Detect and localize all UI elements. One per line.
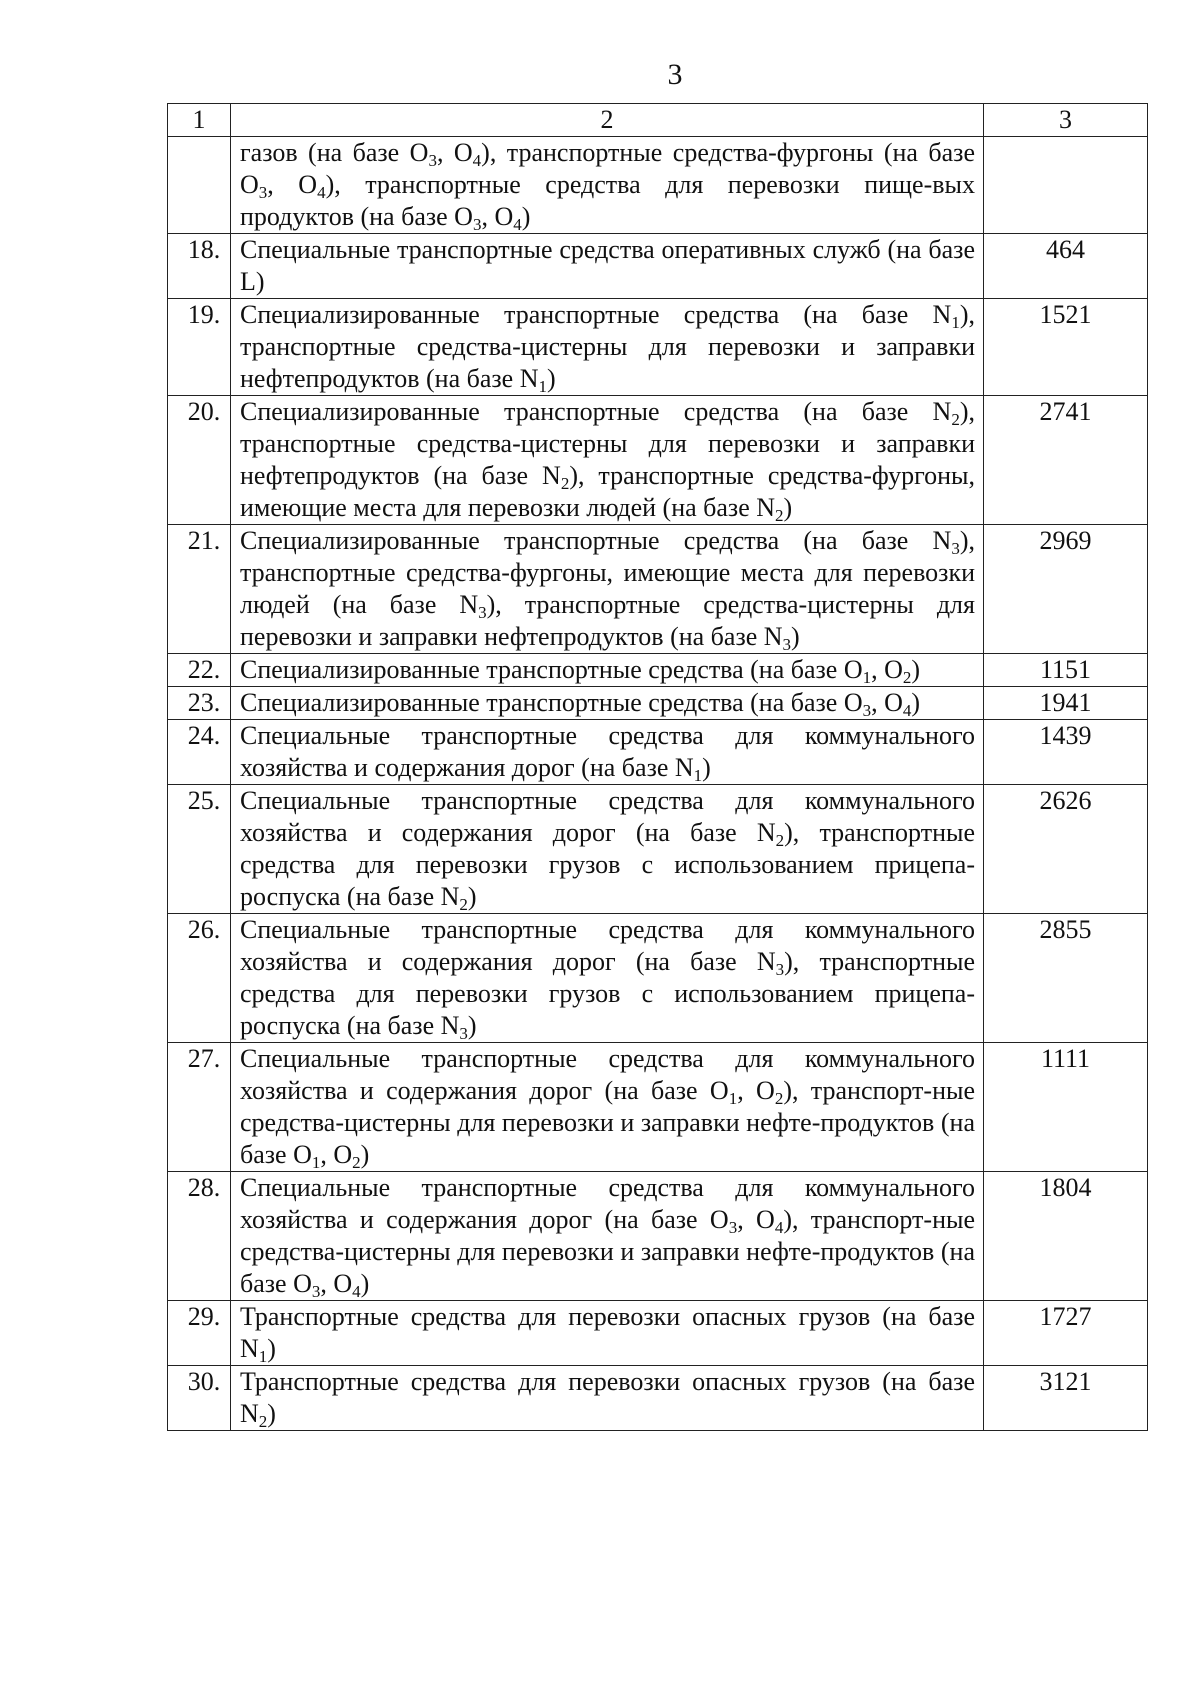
subscript: 3 (428, 151, 437, 170)
row-description (231, 525, 984, 654)
table-body (168, 137, 1148, 1431)
row-description (231, 654, 984, 687)
row-number: 30. (168, 1366, 231, 1431)
row-value: 1439 (984, 720, 1148, 785)
row-value: 1521 (984, 299, 1148, 396)
description-text: , O (320, 1140, 353, 1169)
row-value: 2855 (984, 914, 1148, 1043)
table-row (168, 396, 1148, 525)
description-text: Специализированные транспортные средства (на базе O (240, 655, 863, 684)
description-text: , O (871, 688, 903, 717)
description-text: ), транспортные средства-цистерны для перевозки и заправки нефтепродуктов (на базе N (240, 300, 975, 393)
table-row (168, 1366, 1148, 1431)
table-row (168, 1043, 1148, 1172)
row-number (168, 137, 231, 234)
table-row (168, 1172, 1148, 1301)
description-text: Специальные транспортные средства для коммунального хозяйства и содержания дорог (на базе N (240, 915, 975, 976)
description-text: ) (467, 882, 477, 911)
description-text: Специальные транспортные средства оперативных служб (на базе L) (240, 235, 975, 296)
subscript: 4 (317, 183, 326, 202)
description-text: Специальные транспортные средства для коммунального хозяйства и содержания дорог (на базе O (240, 1173, 975, 1234)
table-header-row (168, 104, 1148, 137)
description-text: , O (871, 655, 903, 684)
subscript: 1 (538, 377, 547, 396)
description-text: газов (на базе O (240, 138, 429, 167)
subscript: 3 (311, 1282, 321, 1301)
row-number: 28. (168, 1172, 231, 1301)
subscript: 3 (862, 701, 872, 720)
description-text: ) (783, 493, 793, 522)
description-text: Специализированные транспортные средства (на базе N (240, 300, 952, 329)
row-description (231, 137, 984, 234)
subscript: 1 (728, 1089, 738, 1108)
subscript: 4 (472, 151, 482, 170)
row-value: 1941 (984, 687, 1148, 720)
table-row (168, 914, 1148, 1043)
description-text: Транспортные средства для перевозки опасных грузов (на базе N (240, 1302, 975, 1363)
description-text: ), транспорт-ные средства-цистерны для перевозки и заправки нефте-продуктов (на базе O (240, 1076, 975, 1169)
row-number: 19. (168, 299, 231, 396)
subscript: 4 (513, 215, 522, 234)
description-text: ) (267, 1399, 276, 1428)
description-text: ) (911, 655, 921, 684)
subscript: 3 (951, 539, 960, 558)
description-text: ) (360, 1140, 370, 1169)
subscript: 3 (728, 1218, 738, 1237)
row-description (231, 396, 984, 525)
subscript: 3 (782, 635, 792, 654)
table-row (168, 1301, 1148, 1366)
subscript: 2 (352, 1153, 361, 1172)
row-description (231, 914, 984, 1043)
row-value: 2741 (984, 396, 1148, 525)
subscript: 1 (693, 766, 703, 785)
description-text: , O (436, 138, 473, 167)
subscript: 2 (902, 668, 912, 687)
table-row (168, 299, 1148, 396)
description-text: Специальные транспортные средства для коммунального хозяйства и содержания дорог (на базе N (240, 721, 975, 782)
subscript: 2 (951, 410, 960, 429)
description-text: , O (267, 170, 318, 199)
row-description (231, 1301, 984, 1366)
table-row (168, 234, 1148, 299)
row-value (984, 137, 1148, 234)
row-description (231, 785, 984, 914)
row-description (231, 1366, 984, 1431)
subscript: 2 (459, 895, 468, 914)
description-text: ) (911, 688, 921, 717)
description-text: Специализированные транспортные средства (на базе O (240, 688, 863, 717)
row-number: 20. (168, 396, 231, 525)
description-text: ) (791, 622, 800, 651)
subscript: 3 (478, 603, 487, 622)
page-number: 3 (667, 58, 683, 91)
description-text: , O (481, 202, 514, 231)
description-text: Специализированные транспортные средства (на базе N (240, 397, 952, 426)
description-text: ) (702, 753, 711, 782)
table-row (168, 654, 1148, 687)
description-text: ), транспортные средства-цистерны для перевозки и заправки нефтепродуктов (на базе N (240, 590, 975, 651)
description-text: , O (737, 1076, 775, 1105)
subscript: 2 (774, 1089, 784, 1108)
row-number: 27. (168, 1043, 231, 1172)
row-value: 464 (984, 234, 1148, 299)
subscript: 2 (775, 506, 784, 525)
row-description (231, 234, 984, 299)
row-number: 22. (168, 654, 231, 687)
subscript: 2 (560, 474, 570, 493)
row-description (231, 1043, 984, 1172)
row-value: 1111 (984, 1043, 1148, 1172)
description-text: ) (521, 202, 531, 231)
row-number: 23. (168, 687, 231, 720)
table-row (168, 525, 1148, 654)
subscript: 2 (775, 831, 785, 850)
header-col-1: 1 (168, 104, 231, 137)
table-row (168, 720, 1148, 785)
table-row (168, 687, 1148, 720)
subscript: 4 (352, 1282, 361, 1301)
description-text: , O (320, 1269, 353, 1298)
row-number: 25. (168, 785, 231, 914)
subscript: 3 (472, 215, 482, 234)
description-text: ), транспортные средства для перевозки грузов с использованием прицепа-роспуска (на базе N (240, 818, 975, 911)
description-text: ) (546, 364, 556, 393)
description-text: ) (467, 1011, 477, 1040)
row-value: 2626 (984, 785, 1148, 914)
subscript: 1 (862, 668, 872, 687)
description-text: Специальные транспортные средства для коммунального хозяйства и содержания дорог (на базе O (240, 1044, 975, 1105)
row-number: 21. (168, 525, 231, 654)
row-description (231, 687, 984, 720)
description-text: Специализированные транспортные средства (на базе N (240, 526, 952, 555)
vehicle-category-table (167, 103, 1148, 1431)
row-value: 2969 (984, 525, 1148, 654)
row-number: 29. (168, 1301, 231, 1366)
subscript: 3 (258, 183, 268, 202)
description-text: ), транспортные средства-фургоны, имеющие места для перевозки людей (на базе N (240, 461, 975, 522)
description-text: ) (360, 1269, 370, 1298)
subscript: 4 (774, 1218, 784, 1237)
row-number: 18. (168, 234, 231, 299)
subscript: 3 (775, 960, 785, 979)
table-row (168, 785, 1148, 914)
description-text: ), транспортные средства-фургоны (на базе O (240, 138, 975, 199)
subscript: 1 (258, 1347, 268, 1366)
description-text: ), транспортные средства для перевозки пище-вых продуктов (на базе O (240, 170, 975, 231)
row-value: 3121 (984, 1366, 1148, 1431)
description-text: Специальные транспортные средства для коммунального хозяйства и содержания дорог (на базе N (240, 786, 975, 847)
description-text: ) (267, 1334, 276, 1363)
subscript: 1 (951, 313, 960, 332)
description-text: , O (737, 1205, 775, 1234)
subscript: 4 (902, 701, 912, 720)
description-text: ), транспортные средства-фургоны, имеющие места для перевозки людей (на базе N (240, 526, 975, 619)
row-value: 1727 (984, 1301, 1148, 1366)
row-description (231, 299, 984, 396)
header-col-3: 3 (984, 104, 1148, 137)
description-text: ), транспортные средства-цистерны для перевозки и заправки нефтепродуктов (на базе N (240, 397, 975, 490)
row-number: 26. (168, 914, 231, 1043)
description-text: ), транспорт-ные средства-цистерны для перевозки и заправки нефте-продуктов (на базе O (240, 1205, 975, 1298)
table-row (168, 137, 1148, 234)
subscript: 1 (311, 1153, 321, 1172)
description-text: Транспортные средства для перевозки опасных грузов (на базе N (240, 1367, 975, 1428)
subscript: 3 (459, 1024, 468, 1043)
row-number: 24. (168, 720, 231, 785)
row-description (231, 1172, 984, 1301)
header-col-2: 2 (231, 104, 984, 137)
row-value: 1804 (984, 1172, 1148, 1301)
row-description (231, 720, 984, 785)
subscript: 2 (258, 1412, 268, 1431)
description-text: ), транспортные средства для перевозки грузов с использованием прицепа-роспуска (на базе N (240, 947, 975, 1040)
row-value: 1151 (984, 654, 1148, 687)
